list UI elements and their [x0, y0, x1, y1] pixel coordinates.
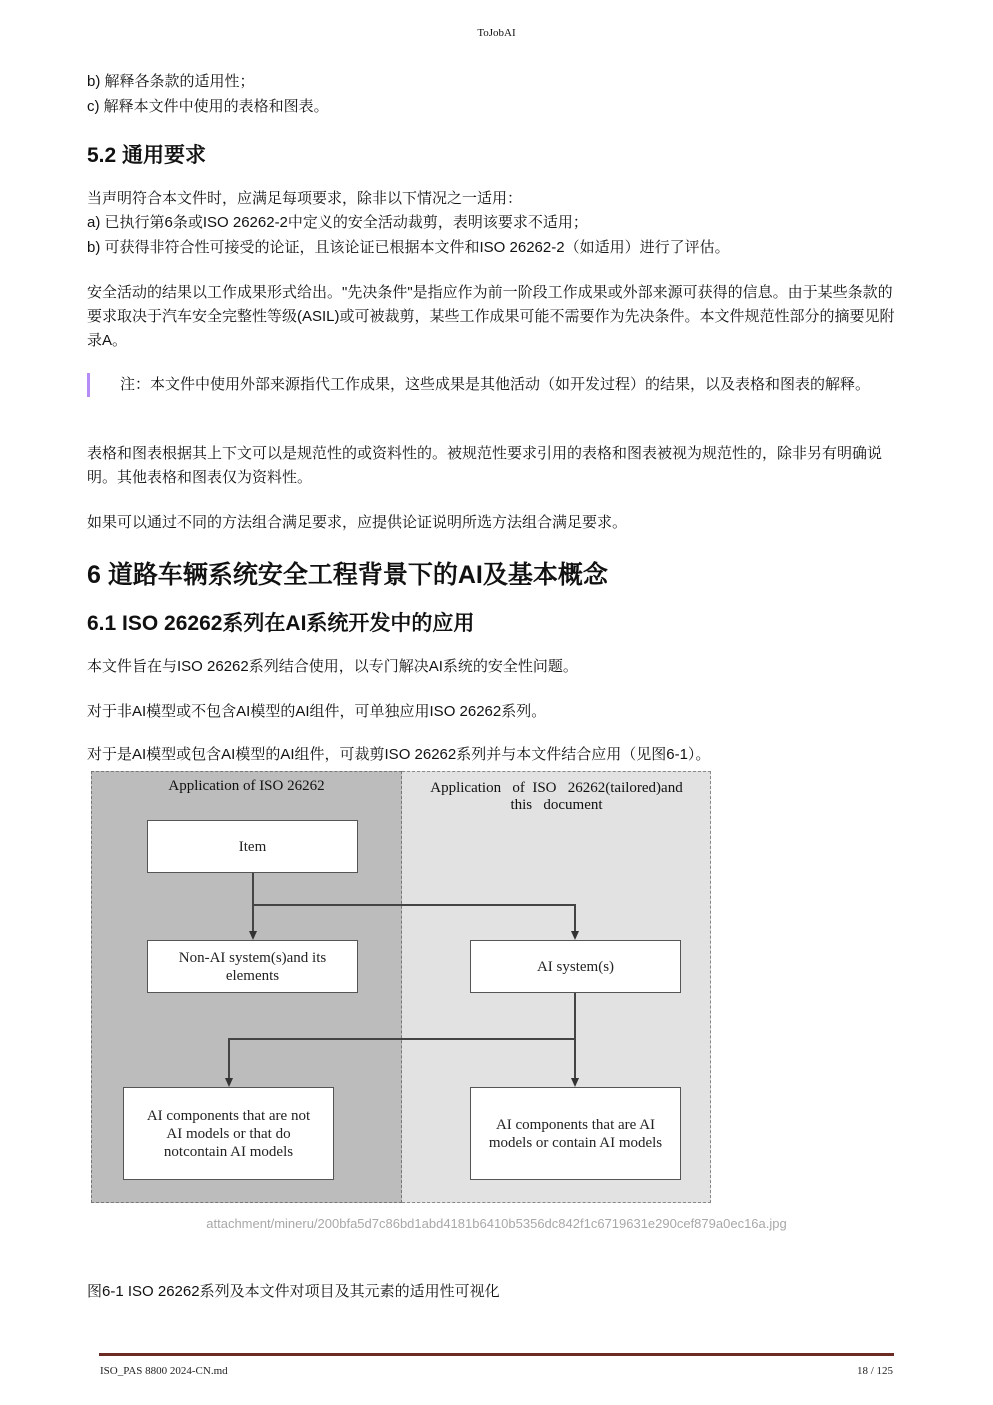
arrow-icon	[225, 1078, 233, 1087]
arrow-icon	[571, 1078, 579, 1087]
image-path: attachment/mineru/200bfa5d7c86bd1abd4181b6410b5356dc842f1c6719631e290cef879a0ec16a.jpg	[206, 1216, 787, 1231]
right-title-line1: Application of ISO 26262(tailored)and	[430, 780, 683, 796]
connector-line	[574, 993, 576, 1078]
connector-line	[574, 904, 576, 931]
section-6-1-heading: 6.1 ISO 26262系列在AI系统开发中的应用	[87, 612, 475, 635]
list-item-b2: b) 可获得非符合性可接受的论证，且该论证已根据本文件和ISO 26262-2（如适用）进行了评估。	[87, 239, 730, 256]
paragraph: 对于是AI模型或包含AI模型的AI组件，可裁剪ISO 26262系列并与本文件结合应用（见图6-1）。	[87, 746, 711, 763]
arrow-icon	[571, 931, 579, 940]
paragraph: 如果可以通过不同的方法组合满足要求，应提供论证说明所选方法组合满足要求。	[87, 514, 628, 531]
non-ai-system-box: Non-AI system(s)and its elements	[147, 940, 358, 993]
left-region-title: Application of ISO 26262	[168, 778, 325, 794]
section-6-heading: 6 道路车辆系统安全工程背景下的AI及基本概念	[87, 561, 608, 589]
connector-line	[228, 1038, 575, 1040]
ai-components-not-models-box: AI components that are not AI models or that do notcontain AI models	[123, 1087, 334, 1180]
page-header: ToJobAI	[477, 27, 516, 39]
paragraph: 安全活动的结果以工作成果形式给出。"先决条件"是指应作为前一阶段工作成果或外部来源可获得的信息。由于某些条款的要求取决于汽车安全完整性等级(ASIL)或可被裁剪，某些工作成果可能不需要作为先决条件。本文件规范性部分的摘要见附录A。	[87, 284, 895, 349]
paragraph: 本文件旨在与ISO 26262系列结合使用，以专门解决AI系统的安全性问题。	[87, 658, 578, 675]
connector-line	[228, 1038, 230, 1078]
connector-line	[252, 904, 575, 906]
item-box: Item	[147, 820, 358, 873]
paragraph: 对于非AI模型或不包含AI模型的AI组件，可单独应用ISO 26262系列。	[87, 703, 547, 720]
paragraph: 表格和图表根据其上下文可以是规范性的或资料性的。被规范性要求引用的表格和图表被视为规范性的，除非另有明确说明。其他表格和图表仅为资料性。	[87, 445, 883, 486]
figure-caption: 图6-1 ISO 26262系列及本文件对项目及其元素的适用性可视化	[87, 1283, 500, 1300]
right-region-title	[402, 780, 711, 814]
ai-components-models-box: AI components that are AI models or contain AI models	[470, 1087, 681, 1180]
arrow-icon	[249, 931, 257, 940]
page-number: 18 / 125	[856, 1365, 893, 1377]
connector-line	[252, 873, 254, 931]
section-5-2-heading: 5.2 通用要求	[87, 144, 207, 167]
right-title-line2: this document	[510, 797, 603, 813]
footer-rule	[99, 1353, 894, 1356]
list-item-c: c) 解释本文件中使用的表格和图表。	[87, 98, 329, 115]
list-item-b: b) 解释各条款的适用性；	[87, 73, 255, 90]
list-item-a: a) 已执行第6条或ISO 26262-2中定义的安全活动裁剪，表明该要求不适用；	[87, 214, 588, 231]
paragraph: 当声明符合本文件时，应满足每项要求，除非以下情况之一适用：	[87, 190, 523, 207]
ai-system-box: AI system(s)	[470, 940, 681, 993]
figure-6-1-diagram	[91, 771, 711, 1203]
note-blockquote: 注：本文件中使用外部来源指代工作成果，这些成果是其他活动（如开发过程）的结果，以及表格和图表的解释。	[87, 373, 902, 397]
footer-filename: ISO_PAS 8800 2024-CN.md	[100, 1365, 228, 1377]
